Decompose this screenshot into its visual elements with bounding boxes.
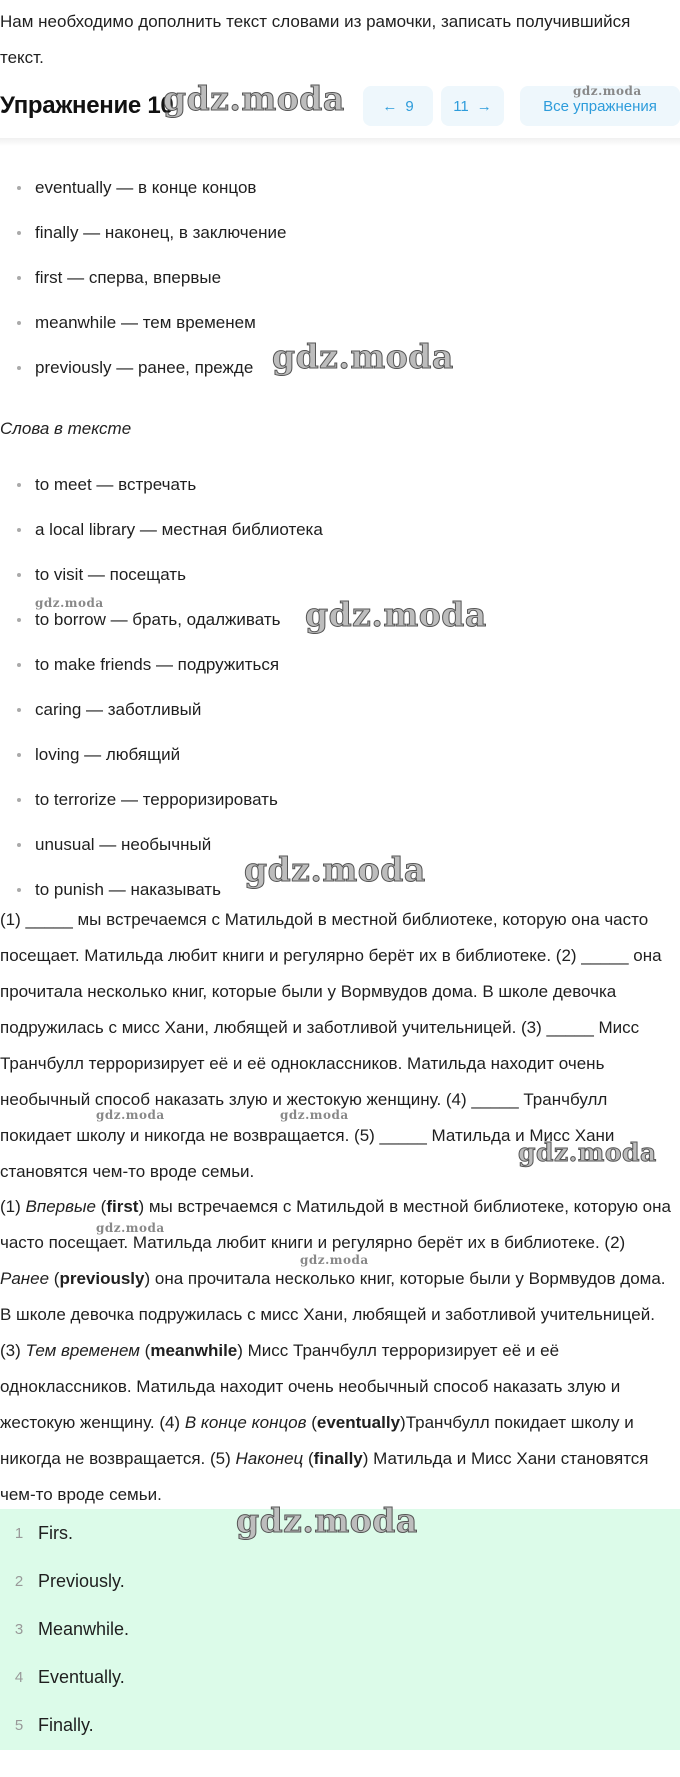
watermark: gdz.moda bbox=[280, 1108, 349, 1122]
list-item: loving — любящий bbox=[0, 743, 323, 788]
watermark: gdz.moda bbox=[244, 850, 426, 889]
task-text: (1) _____ мы встречаемся с Матильдой в местной библиотеке, которую она часто посещает. Матильда любит книги и регулярно берёт их в библиотеке. (2) _____ она прочитала несколько книг, которые были у Вормвудов дома. В школе девочка подружилась с мисс Хани, любящей и заботливой учительницей. (3) _____ Мисс Транчбулл терроризирует её и её одноклассников. Матильда находит очень необычный способ наказать злую и жестокую женщину. (4) _____ Транчбулл покидает школу и никогда не возвращается. (5) _____ Матильда и Мисс Хани становятся чем-то вроде семьи. bbox=[0, 910, 662, 1181]
prev-exercise-button[interactable] bbox=[363, 86, 433, 126]
watermark: gdz.moda bbox=[163, 79, 345, 118]
english-word: eventually bbox=[316, 1413, 401, 1432]
watermark: gdz.moda bbox=[518, 1138, 657, 1167]
watermark: gdz.moda bbox=[236, 1501, 418, 1540]
list-item: finally — наконец, в заключение bbox=[0, 221, 286, 266]
header-divider bbox=[0, 138, 680, 146]
list-item: caring — заботливый bbox=[0, 698, 323, 743]
watermark: gdz.moda bbox=[96, 1108, 165, 1122]
watermark: gdz.moda bbox=[300, 1253, 369, 1267]
sentence-text: она прочитала несколько книг, которые были у Вормвудов дома. В школе девочка подружилась с мисс Хани, любящей и заботливой учительницей. bbox=[0, 1269, 666, 1324]
arrow-right-icon: → bbox=[476, 97, 492, 115]
answer-text: Eventually. bbox=[38, 1667, 125, 1688]
watermark: gdz.moda bbox=[272, 337, 454, 376]
answer-number: 3 bbox=[14, 1620, 24, 1638]
page-title: Упражнение 10 bbox=[0, 92, 174, 119]
sentence-text: Транчбулл покидает школу и никогда не возвращается. bbox=[0, 1413, 634, 1468]
next-exercise-button[interactable] bbox=[441, 86, 504, 126]
list-item: to punish — наказывать bbox=[0, 878, 323, 923]
sentence-number: (3) bbox=[0, 1341, 26, 1360]
translation-text: (1) Впервые (first) мы встречаемся с Матильдой в местной библиотеке, которую она часто посещает. Матильда любит книги и регулярно берёт их в библиотеке. (2) Ранее (previously) она прочитала несколько книг, которые были у Вормвудов дома. В школе девочка подружилась с мисс Хани, любящей и заботливой учительницей. (3) Тем временем (meanwhile) Мисс Транчбулл терроризирует её и её одноклассников. Матильда находит очень необычный способ наказать злую и жестокую женщину. (4) В конце концов (eventually)Транчбулл покидает школу и никогда не возвращается. (5) Наконец (finally) Матильда и Мисс Хани становятся чем-то вроде семьи. bbox=[0, 1197, 671, 1504]
list-item: to terrorize — терроризировать bbox=[0, 788, 323, 833]
list-item: meanwhile — тем временем bbox=[0, 311, 286, 356]
prev-exercise-label: 9 bbox=[405, 97, 414, 115]
answer-number: 5 bbox=[14, 1717, 24, 1735]
all-exercises-label: Все упражнения bbox=[543, 97, 657, 115]
arrow-left-icon: ← bbox=[382, 97, 398, 115]
intro-text: Нам необходимо дополнить текст словами из рамочки, записать получившийся текст. bbox=[0, 12, 631, 67]
sentence-number: (2) bbox=[604, 1233, 626, 1252]
russian-word: В конце концов bbox=[184, 1413, 307, 1432]
russian-word: Тем временем bbox=[25, 1341, 140, 1360]
answer-number: 4 bbox=[14, 1669, 24, 1687]
answer-text: Firs. bbox=[38, 1522, 73, 1543]
sentence-text: Мисс Транчбулл терроризирует её и её одноклассников. Матильда находит очень необычный способ наказать злую и жестокую женщину. bbox=[0, 1341, 621, 1432]
next-exercise-label: 11 bbox=[453, 97, 469, 115]
list-item: first — сперва, впервые bbox=[0, 266, 286, 311]
english-word: previously bbox=[59, 1269, 145, 1288]
list-item: to meet — встречать bbox=[0, 473, 323, 518]
list-item: previously — ранее, прежде bbox=[0, 356, 286, 401]
list-item bbox=[0, 1605, 680, 1653]
sentence-text: мы встречаемся с Матильдой в местной библиотеке, которую она часто посещает. Матильда любит книги и регулярно берёт их в библиотеке. bbox=[0, 1197, 671, 1252]
list-item: a local library — местная библиотека bbox=[0, 518, 323, 563]
answer-text: Finally. bbox=[38, 1715, 94, 1736]
list-item bbox=[0, 1557, 680, 1605]
list-item: unusual — необычный bbox=[0, 833, 323, 878]
sentence-number: (5) bbox=[210, 1449, 236, 1468]
watermark: gdz.moda bbox=[573, 84, 642, 98]
list-item bbox=[0, 1654, 680, 1702]
english-word: meanwhile bbox=[150, 1341, 238, 1360]
section-subheading: Слова в тексте bbox=[0, 419, 132, 438]
list-item: to make friends — подружиться bbox=[0, 653, 323, 698]
answer-number: 2 bbox=[14, 1572, 24, 1590]
watermark: gdz.moda bbox=[96, 1221, 165, 1235]
english-word: finally bbox=[313, 1449, 363, 1468]
sentence-text: Матильда и Мисс Хани становятся чем-то вроде семьи. bbox=[0, 1449, 649, 1504]
list-item: eventually — в конце концов bbox=[0, 176, 286, 221]
russian-word: Ранее bbox=[0, 1269, 50, 1288]
list-item: to borrow — брать, одалживать bbox=[0, 608, 323, 653]
sentence-number: (1) bbox=[0, 1197, 26, 1216]
answers-box bbox=[0, 1509, 680, 1750]
answer-text: Previously. bbox=[38, 1570, 125, 1591]
sentence-number: (4) bbox=[159, 1413, 185, 1432]
english-word: first bbox=[106, 1197, 139, 1216]
vocab-list-top bbox=[0, 176, 286, 401]
watermark: gdz.moda bbox=[305, 595, 487, 634]
answer-number: 1 bbox=[14, 1524, 24, 1542]
russian-word: Наконец bbox=[235, 1449, 304, 1468]
watermark: gdz.moda bbox=[35, 596, 104, 610]
list-item: to visit — посещать bbox=[0, 563, 323, 608]
list-item bbox=[0, 1702, 680, 1750]
answer-text: Meanwhile. bbox=[38, 1618, 130, 1639]
russian-word: Впервые bbox=[25, 1197, 96, 1216]
